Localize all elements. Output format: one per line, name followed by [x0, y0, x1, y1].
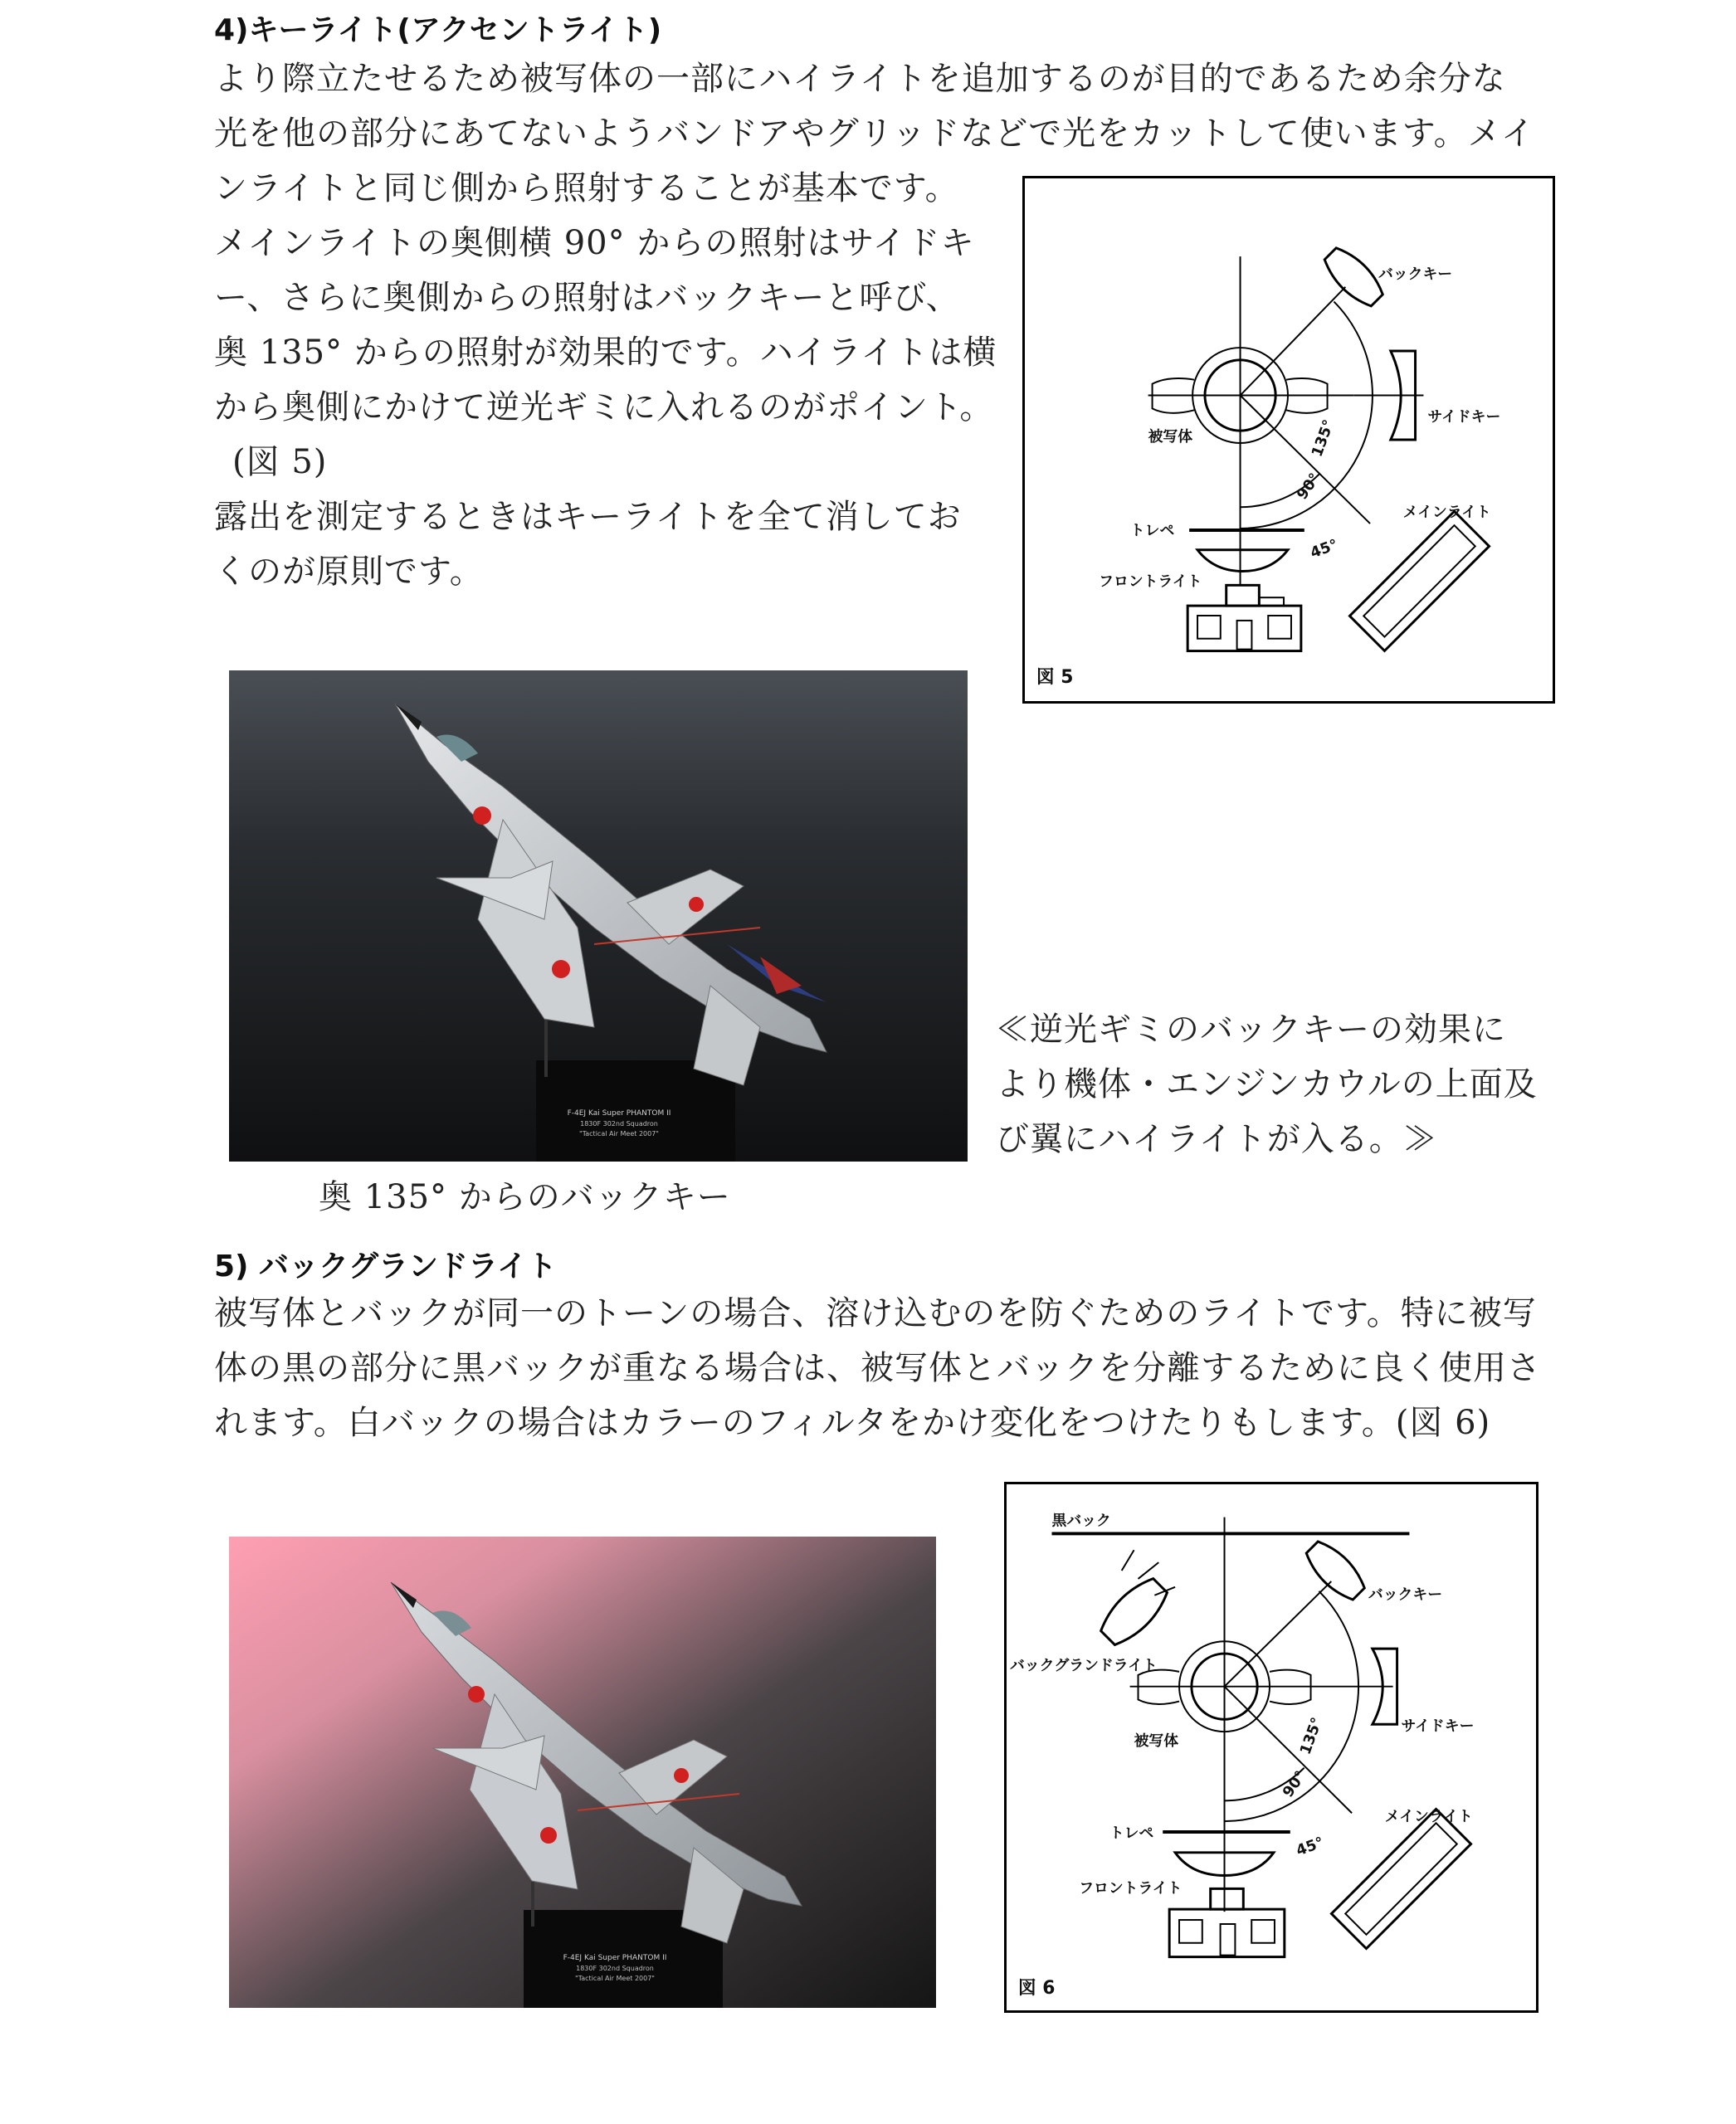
note-line: より機体・エンジンカウルの上面及	[996, 1065, 1538, 1103]
text-line: ンライトと同じ側から照射することが基本です。	[214, 169, 959, 207]
stand-plaque-line: F-4EJ Kai Super PHANTOM II	[567, 1109, 671, 1118]
label-black-back: 黒バック	[1051, 1512, 1111, 1530]
label-subject: 被写体	[1148, 427, 1193, 446]
text-line: 露出を測定するときはキーライトを全て消してお	[214, 498, 962, 536]
figure-5-diagram	[1022, 176, 1555, 704]
label-trace: トレペ	[1129, 521, 1175, 539]
label-90-deg: 90°	[1279, 1767, 1310, 1801]
lighting-diagram-6	[1007, 1484, 1536, 2010]
text-line: れます。白バックの場合はカラーのフィルタをかけ変化をつけたりもします。(図 6)	[214, 1404, 1491, 1442]
text-line: 被写体とバックが同一のトーンの場合、溶け込むのを防ぐためのライトです。特に被写	[214, 1294, 1537, 1332]
label-subject: 被写体	[1134, 1732, 1179, 1751]
label-90-deg: 90°	[1293, 470, 1324, 504]
label-main-light: メインライト	[1402, 504, 1491, 522]
text-line: 奥 135° からの照射が効果的です。ハイライトは横	[214, 334, 997, 372]
text-line: くのが原則です。	[214, 553, 484, 591]
text-line: から奥側にかけて逆光ギミに入れるのがポイント。	[214, 388, 994, 426]
section-5-heading: 5) バックグランドライト	[214, 1250, 557, 1284]
aircraft-photo-background-light	[229, 1537, 936, 2008]
section-4-heading: 4)キーライト(アクセントライト)	[214, 13, 662, 47]
stand-plaque-line: "Tactical Air Meet 2007"	[575, 1975, 655, 1982]
figure-6-label: 図 6	[1017, 1978, 1056, 2000]
label-side-key: サイドキー	[1401, 1717, 1475, 1736]
aircraft-photo-1-image	[229, 670, 968, 1162]
photo-1-note	[996, 1002, 1538, 1167]
text-line: (図 5)	[232, 443, 328, 481]
label-background-light: バックグランドライト	[1009, 1656, 1158, 1674]
label-front-light: フロントライト	[1079, 1879, 1183, 1897]
aircraft-photo-back-key	[229, 670, 968, 1162]
figure-6-diagram	[1004, 1482, 1539, 2013]
note-line: び翼にハイライトが入る。≫	[996, 1120, 1437, 1158]
stand-plaque-line: 1830F 302nd Squadron	[576, 1965, 654, 1972]
label-45-deg: 45°	[1308, 536, 1341, 563]
label-main-light: メインライト	[1384, 1808, 1473, 1826]
label-45-deg: 45°	[1294, 1834, 1327, 1860]
text-line: メインライトの奥側横 90° からの照射はサイドキ	[214, 224, 975, 262]
figure-5-label: 図 5	[1036, 667, 1074, 689]
label-135-deg: 135°	[1308, 417, 1339, 460]
label-135-deg: 135°	[1296, 1715, 1327, 1757]
photo-1-caption: 奥 135° からのバックキー	[319, 1178, 731, 1216]
label-trace: トレペ	[1109, 1824, 1154, 1842]
label-back-key: バックキー	[1368, 1586, 1443, 1604]
aircraft-photo-2-image	[229, 1537, 936, 2008]
stand-plaque-line: 1830F 302nd Squadron	[580, 1120, 658, 1128]
note-line: ≪逆光ギミのバックキーの効果に	[996, 1011, 1506, 1049]
label-back-key: バックキー	[1378, 265, 1453, 283]
section-5-body	[214, 1286, 1541, 1450]
label-side-key: サイドキー	[1427, 408, 1501, 426]
text-line: より際立たせるため被写体の一部にハイライトを追加するのが目的であるため余分な	[214, 60, 1506, 98]
stand-plaque-line: "Tactical Air Meet 2007"	[579, 1130, 659, 1138]
lighting-diagram-5	[1025, 178, 1553, 701]
text-line: 光を他の部分にあてないようバンドアやグリッドなどで光をカットして使います。メイ	[214, 114, 1535, 153]
text-line: 体の黒の部分に黒バックが重なる場合は、被写体とバックを分離するために良く使用さ	[214, 1349, 1541, 1387]
text-line: ー、さらに奥側からの照射はバックキーと呼び、	[214, 279, 960, 317]
stand-plaque-line: F-4EJ Kai Super PHANTOM II	[563, 1954, 667, 1962]
label-front-light: フロントライト	[1099, 572, 1202, 591]
